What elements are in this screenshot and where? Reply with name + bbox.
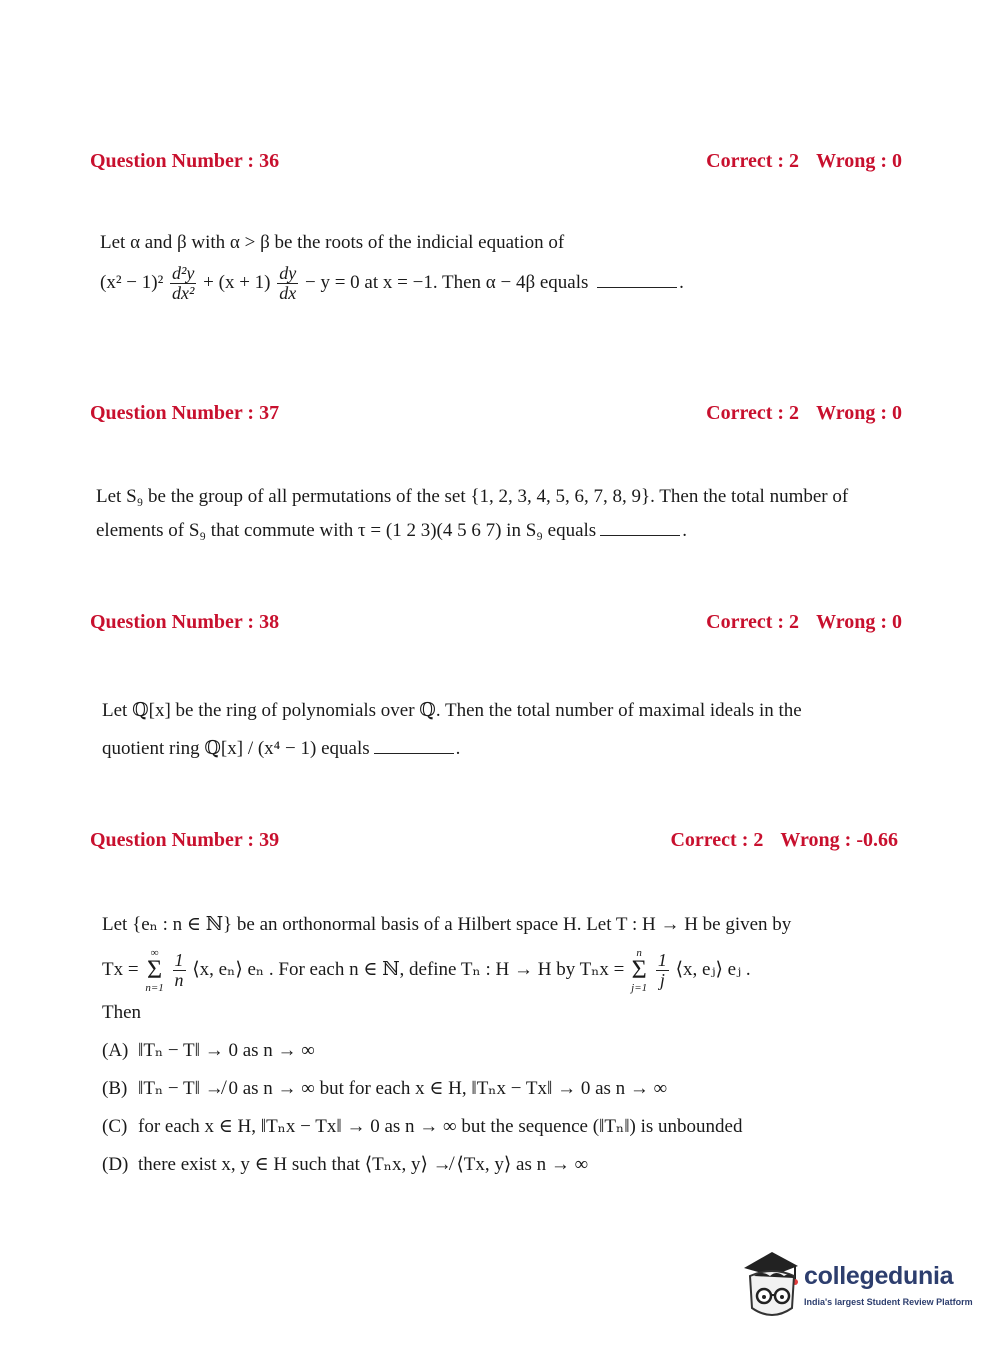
question-text: Let α and β with α > β be the roots of the indicial equation of [100,232,565,253]
marking-scheme [706,402,902,425]
answer-blank [597,267,677,288]
equation-part: (x² − 1)² [100,271,164,293]
answer-blank [374,733,454,754]
then-label: Then [102,1001,142,1023]
option-d[interactable]: (D) there exist x, y ∈ H such that ⟨Tₙx, y⟩ ↛ ⟨Tx, y⟩ as n → ∞ [102,1153,589,1175]
question-body-38 [102,694,802,766]
marking-scheme [706,611,902,634]
correct-marks: Correct : 2 [706,401,800,424]
question-body-37 [96,480,848,548]
question-header-38 [90,607,902,637]
marking-scheme [706,150,902,173]
equation-part: + (x + 1) [203,271,271,293]
equation-line: (x² − 1)² $\frac{\text{d²y}}{\text{dx²}}$ + (x + 1) $\frac{dy}{dx}$ − y = 0 at x = −1. Then α − 4β equals . [100,263,684,303]
question-text: Let {eₙ : n ∈ ℕ} be an orthonormal basis of a Hilbert space H. Let T : H → H be given by [102,914,792,935]
marking-scheme [670,829,898,852]
question-body-39 [102,908,791,1182]
question-number: Question Number : 38 [90,610,280,633]
summation: ∞ Σ n=1 [145,947,164,995]
wrong-marks: Wrong : 0 [816,149,902,172]
fraction: $\frac{1}{j}$ [657,950,667,991]
answer-blank [600,515,680,536]
summation: n Σ j=1 [631,947,648,995]
fraction: $\frac{dy}{dx}$ [279,263,297,303]
fraction: $\frac{\text{d²y}}{\text{dx²}}$ [172,263,195,303]
question-header-37 [90,398,902,428]
question-number: Question Number : 39 [90,828,280,851]
equation-line: Tx = ∞ Σ n=1 $\frac{1}{n}$ ⟨x, eₙ⟩ eₙ . For each n ∈ ℕ, define Tₙ : H → H by Tₙx = n Σ j=1 $\frac{1}{j}$ ⟨x, eⱼ⟩ eⱼ . [102,947,751,995]
question-text: quotient ring ℚ[x] / (x⁴ − 1) equals . [102,732,802,766]
question-header-39 [90,825,898,855]
question-text: elements of S₉ that commute with τ = (1 2 3)(4 5 6 7) in S₉ equals . [96,514,848,548]
question-number: Question Number : 36 [90,149,280,172]
logo-wordmark: collegedunia [804,1262,954,1290]
question-text: Let S₉ be the group of all permutations of the set {1, 2, 3, 4, 5, 6, 7, 8, 9}. Then the total number of [96,486,849,507]
wrong-marks: Wrong : -0.66 [780,828,898,851]
question-header-36 [90,146,902,176]
question-body-36 [100,226,684,303]
question-number: Question Number : 37 [90,401,280,424]
equation-part: − y = 0 at x = −1. Then α − 4β equals [305,271,589,293]
fraction: $\frac{1}{n}$ [174,950,184,991]
correct-marks: Correct : 2 [670,828,764,851]
correct-marks: Correct : 2 [706,149,800,172]
option-c[interactable]: (C) for each x ∈ H, ‖Tₙx − Tx‖ → 0 as n → ∞ but the sequence (‖Tₙ‖) is unbounded [102,1115,743,1137]
correct-marks: Correct : 2 [706,610,800,633]
wrong-marks: Wrong : 0 [816,401,902,424]
wrong-marks: Wrong : 0 [816,610,902,633]
question-text: Let ℚ[x] be the ring of polynomials over ℚ. Then the total number of maximal ideals in the [102,700,802,721]
option-a[interactable]: (A) ‖Tₙ − T‖ → 0 as n → ∞ [102,1039,315,1061]
option-b[interactable]: (B) ‖Tₙ − T‖ ↛ 0 as n → ∞ but for each x ∈ H, ‖Tₙx − Tx‖ → 0 as n → ∞ [102,1077,668,1099]
logo-tagline: India's largest Student Review Platform [804,1297,973,1307]
